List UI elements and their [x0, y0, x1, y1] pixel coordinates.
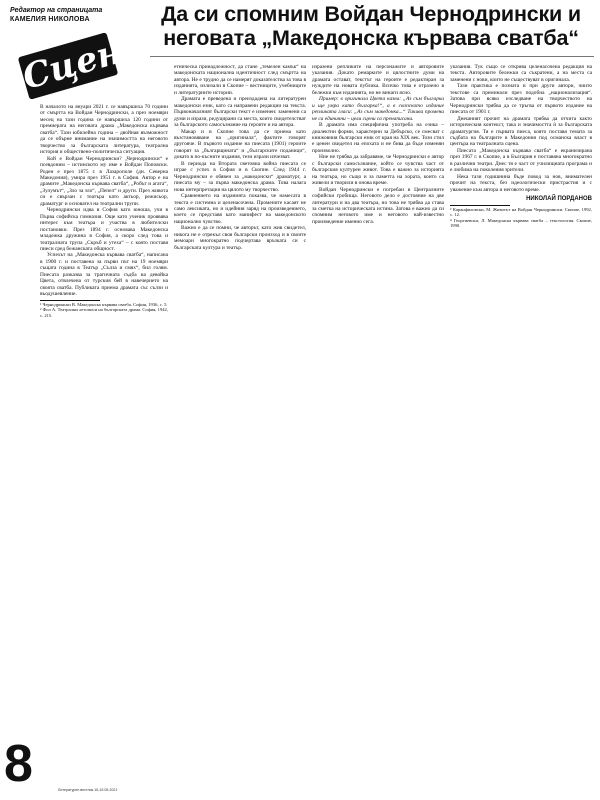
author-signature: НИКОЛАЙ ПОРДАНОВ: [526, 196, 592, 203]
page-editor-credit: [10, 6, 130, 24]
footnote: ¹ Чернодрински В. Македонска кървава сватба. София, 1936, с. 5.: [40, 301, 168, 307]
article-title: Да си спомним Войдан Чернодрински и неговата „Македонска кървава сватба“: [161, 2, 581, 50]
paragraph: В периода на Втората световна война пиесата се играе с успех в София и в Скопие. След 1944 г. Чернодрински е обявен за „македонски“ драматург, а пиесата му – за първа македонска драма. Това налага нова интерпретация на цялото му творчество.: [174, 160, 306, 193]
paragraph: Пиесата „Македонска кървава сватба“ е екранизирана през 1967 г. в Скопие, а в България е поставяна многократно в различни театри. Днес тя е част от училищната програма и е любима на поколения зрители.: [450, 147, 592, 174]
section-stamp: [18, 25, 148, 100]
paragraph: Днешният прочит на драмата трябва да отчита както историческия контекст, така и значимостта ѝ за българската драматургия. Тя е първата пиеса, която поставя темата за съдбата на българите в Македония под османска власт в центъра на театралната сцена.: [450, 115, 592, 148]
paragraph: Кой е Войдан Чернодрински? „Чернодрински“ е псевдоним – истинското му име е Войдан Поповски. Роден е през 1875 г. в Лазарополе (дн. Северна Македония), умира през 1951 г. в София. Автор е на драмите „Македонска кървава сватба“, „Робът и агата“, „Зулумът“, „Зло за зло“, „Пепел“ и други. През живота си е свързан с театъра като актьор, режисьор, драматург и основател на театрални трупи.: [40, 155, 168, 207]
paragraph: Нека тази годишнина бъде повод за нов, внимателен прочит на текста, без идеологически пристрастия и с уважение към автора и неговото време.: [450, 173, 592, 193]
footnote: ² Фол А. Театрални летописи на българската драма. София, 1942, с. 215.: [40, 307, 168, 318]
title-rule: [150, 56, 594, 57]
quoted-passage: Пример: в оригинала Цвета казва: „Аз съм българка и ще умра като българка!“, а в скопското издание репликата гласи: „Аз съм македонка...“ Такива промени не са единични – цели сцени са пренаписани.: [312, 96, 444, 122]
paragraph: Важно е да се помни, че авторът, като жив свидетел, никога не е отрекъл своя български произход и в своите мемоари многократно подчертава връзката си с българската култура и театър.: [174, 225, 306, 251]
paragraph: В началото на януари 2021 г. се навършиха 70 години от смъртта на Войдан Чернодрински, а през ноември месец на тази година се навършиха 120 години от премиерата на неговата драма „Македонска кървава сватба“. Тази юбилейна година – двойная възможност да се обърне внимание на значимостта на неговото творчество за българската литература, театрална история и обществено-политическа ситуация.: [40, 104, 168, 156]
paragraph: Макар и в Скопие това да се приема като възстановяване на „оригинала“, фактите говорят другояче. В първото издание на пиесата (1901) героите говорят за „българщината“ и „българските поданици“, докато в по-късните издания, тези изрази изчезват.: [174, 128, 306, 161]
paragraph: Успехът на „Македонска кървава сватба“, написана в 1900 г. и поставена за първи път на 19 ноември същата година в Театър „Сълза и смях“, бил голям. Пиесата разказва за трагичната съдба на девойка Цвета, отвлечена от турския бей в навечерието на своята сватба. Публиката приема драмата със сълзи и въодушевление.: [40, 252, 168, 298]
paragraph: В драмата има специфична употреба на езика – диалектни форми, характерни за Дебърско, се смесват с книжовния български език от края на XIX век. Този стил е ценен свидетел на епохата и не бива да бъде изменян произволно.: [312, 122, 444, 154]
footnote: ⁴ Георгиевски, Л. Македонска кървава сватба – текстология. Скопие, 1990.: [450, 217, 592, 229]
editor-name: КАМЕЛИЯ НИКОЛОВА: [10, 16, 90, 23]
paragraph: указания. Тук също се открива целенасочена редакция на текста. Авторовите бележки са съкратени, а на места са заменени с нови, които не съществуват в оригинала.: [450, 64, 592, 83]
footnote: ³ Каранфиловски, М. Животът на Войдан Чернодрински. Скопие, 1992, с. 12.: [450, 206, 592, 218]
paragraph: Чернодрински идва в София като юноша, учи в Първа софийска гимназия. Още като ученик проявява интерес към театъра и участва в любителски постановки. През 1894 г. основава Македонска младежка дружина в София, а скоро след това и театралната трупа „Скръб и утеха“ – с която поставя пиеси сред бежанската общност.: [40, 207, 168, 252]
article-column-2: [174, 64, 306, 780]
footnote-rule: [450, 205, 510, 206]
paragraph: Драмата е преведена и преиздадена на литературен македонски език, като са направени редакции на текста. Първоначалният български текст е изменен: заменени са думи и изрази, редуцирани са места, които свидетелстват за българското самосъзнание на героите и на автора.: [174, 96, 306, 129]
paragraph: Войдан Чернодрински е погребан в Централните софийски гробища. Неговото дело е достояние на две литератури и на два театъра, но това не трябва да става за сметка на историческата истина. Затова е важно да си спомним неговото име и неговото най-известно произведение именно сега.: [312, 186, 444, 225]
paragraph: изразени репликите на персонажите и авторовите указания. Докато ремарките и цялостните думи на драмата остават, текстът на героите е редактиран за нуждите на новата публика. Всичко това е отразено в бележки към изданията, но не винаги ясно.: [312, 64, 444, 96]
editor-label: Редактор на страницата: [10, 7, 103, 14]
footer-publication-line: Литературен вестник 15-19.05.2021: [58, 788, 118, 792]
article-column-3: [312, 64, 444, 780]
paragraph: Ние не трябва да забравяме, че Чернодрински е автор с български самосъзнание, който се чувства част от българския културен живот. Това е важно за историята на театъра, но също и за паметта на хората, които са живели и творили в онова време.: [312, 154, 444, 187]
article-column-4: [450, 64, 592, 780]
page-number: 8: [4, 735, 33, 793]
footnote-rule: [40, 300, 100, 301]
paragraph: етническа принадлежност, да стане „темелен камък“ на македонската национална идентичност след смъртта на автора. Не е трудно да се намерят доказателства за това в изданията, излизали в Скопие – вестниците, учебниците и литературните истории.: [174, 64, 306, 96]
article-column-1: [40, 104, 168, 780]
section-stamp-text: Сцена: [18, 25, 148, 98]
paragraph: Тази практика е позната и при други автори, чиито текстове са преминали през подобна „национализация“. Затова при всяко изследване на творчеството на Чернодрински трябва да се тръгва от първото издание на пиесата от 1901 г.: [450, 83, 592, 116]
paragraph: Сравнението на изданията показва, че намесата в текста е системна и целенасочена. Промените касаят не само лексиката, но и идейния заряд на произведението, което се представя като манифест на македонското национално чувство.: [174, 193, 306, 225]
